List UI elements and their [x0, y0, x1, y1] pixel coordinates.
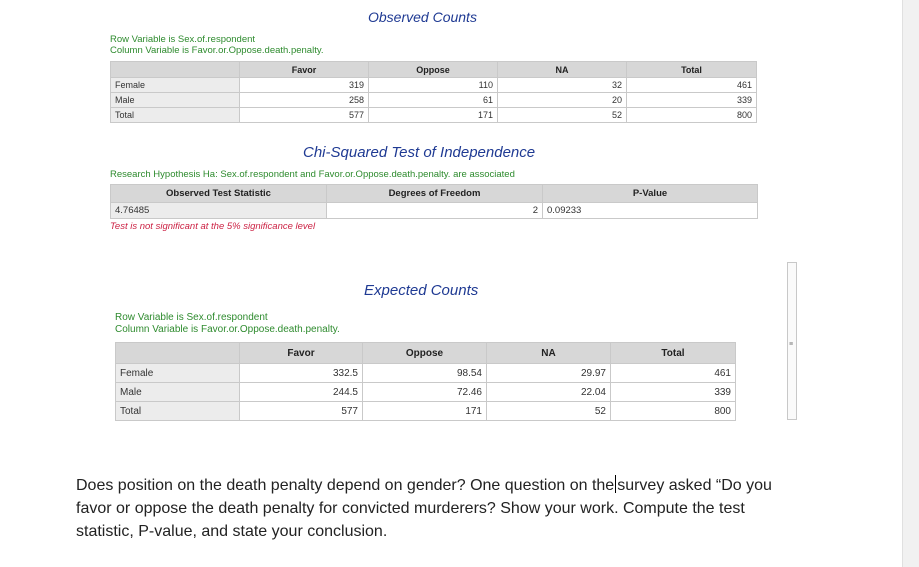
corner-cell — [111, 62, 240, 78]
header-p-value: P-Value — [543, 185, 758, 203]
cell: 800 — [611, 402, 736, 421]
row-label: Female — [116, 364, 240, 383]
table-row — [116, 383, 736, 402]
table-row — [116, 364, 736, 383]
observed-counts-table — [110, 61, 757, 123]
row-label: Female — [111, 78, 240, 93]
header-na: NA — [498, 62, 627, 78]
cell: 110 — [369, 78, 498, 93]
question-text-after-caret: survey asked “Do you favor or oppose the death penalty for convicted murderers? Show your work. Compute the test statistic, P-value, and state your conclusion. — [76, 477, 772, 540]
expected-counts-table — [115, 342, 736, 421]
cell: 171 — [369, 108, 498, 123]
table-row — [111, 203, 758, 219]
vertical-scrollbar[interactable] — [902, 0, 919, 567]
resize-handle-icon[interactable]: ≡ — [789, 341, 794, 348]
header-total: Total — [627, 62, 757, 78]
research-hypothesis: Research Hypothesis Ha: Sex.of.respondent and Favor.or.Oppose.death.penalty. are associated — [110, 169, 515, 180]
cell: 52 — [487, 402, 611, 421]
cell: 22.04 — [487, 383, 611, 402]
cell: 20 — [498, 93, 627, 108]
cell: 72.46 — [363, 383, 487, 402]
cell: 244.5 — [240, 383, 363, 402]
header-favor: Favor — [240, 62, 369, 78]
observed-counts-title: Observed Counts — [368, 9, 477, 25]
cell: 52 — [498, 108, 627, 123]
test-statistic-value: 4.76485 — [111, 203, 327, 219]
cell: 339 — [611, 383, 736, 402]
cell: 29.97 — [487, 364, 611, 383]
row-label: Male — [111, 93, 240, 108]
chi-squared-title: Chi-Squared Test of Independence — [303, 144, 536, 161]
cell: 800 — [627, 108, 757, 123]
header-na: NA — [487, 343, 611, 364]
p-value-value: 0.09233 — [543, 203, 758, 219]
header-test-statistic: Observed Test Statistic — [111, 185, 327, 203]
cell: 461 — [627, 78, 757, 93]
table-row — [111, 78, 757, 93]
significance-conclusion: Test is not significant at the 5% significance level — [110, 221, 316, 232]
cell: 258 — [240, 93, 369, 108]
table-row — [116, 402, 736, 421]
question-paragraph[interactable] — [76, 474, 796, 543]
table-row — [111, 108, 757, 123]
observed-column-variable: Column Variable is Favor.or.Oppose.death.penalty. — [110, 45, 324, 56]
cell: 319 — [240, 78, 369, 93]
header-oppose: Oppose — [369, 62, 498, 78]
row-label: Male — [116, 383, 240, 402]
cell: 577 — [240, 108, 369, 123]
degrees-of-freedom-value: 2 — [327, 203, 543, 219]
cell: 61 — [369, 93, 498, 108]
row-label: Total — [111, 108, 240, 123]
header-favor: Favor — [240, 343, 363, 364]
chi-squared-table — [110, 184, 758, 219]
table-row — [111, 93, 757, 108]
cell: 32 — [498, 78, 627, 93]
cell: 577 — [240, 402, 363, 421]
row-label: Total — [116, 402, 240, 421]
header-degrees-of-freedom: Degrees of Freedom — [327, 185, 543, 203]
observed-row-variable: Row Variable is Sex.of.respondent — [110, 34, 256, 45]
cell: 332.5 — [240, 364, 363, 383]
header-oppose: Oppose — [363, 343, 487, 364]
cell: 461 — [611, 364, 736, 383]
expected-row-variable: Row Variable is Sex.of.respondent — [115, 312, 268, 323]
header-total: Total — [611, 343, 736, 364]
expected-column-variable: Column Variable is Favor.or.Oppose.death.penalty. — [115, 324, 340, 335]
expected-counts-title: Expected Counts — [364, 282, 479, 299]
question-text-before-caret: Does position on the death penalty depend on gender? One question on the — [76, 477, 615, 494]
cell: 339 — [627, 93, 757, 108]
cell: 98.54 — [363, 364, 487, 383]
cell: 171 — [363, 402, 487, 421]
corner-cell — [116, 343, 240, 364]
